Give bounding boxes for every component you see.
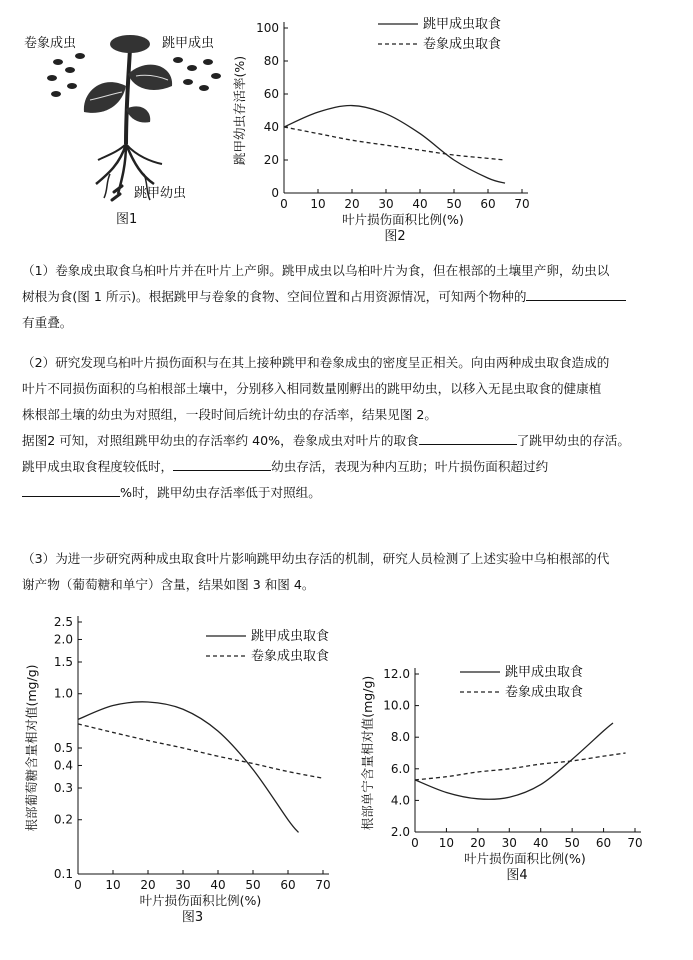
- blank-4[interactable]: [22, 482, 120, 497]
- y-tick-label: 0.1: [53, 867, 73, 881]
- y-tick-label: 60: [263, 87, 279, 101]
- x-tick-label: 60: [280, 878, 296, 892]
- q2-line-5-text-b: 幼虫存活，表现为种内互助；叶片损伤面积超过约: [271, 459, 549, 474]
- x-tick-label: 20: [470, 836, 486, 850]
- y-tick-label: 10.0: [383, 698, 410, 713]
- x-tick-label: 50: [564, 836, 580, 850]
- legend-label-2: 卷象成虫取食: [251, 649, 330, 664]
- figure-caption: 图4: [506, 868, 528, 883]
- figure-1-caption: 图1: [116, 212, 138, 227]
- x-tick-label: 10: [105, 878, 121, 892]
- y-tick-label: 0: [271, 186, 279, 200]
- x-axis-label: 叶片损伤面积比例(%): [464, 851, 586, 866]
- y-axis-label: 跳甲幼虫存活率(%): [232, 55, 247, 166]
- y-tick-label: 12.0: [383, 667, 410, 681]
- x-tick-label: 10: [310, 197, 326, 211]
- y-tick-label: 6.0: [390, 761, 410, 776]
- q2-line-6-text: %时，跳甲幼虫存活率低于对照组。: [120, 485, 321, 500]
- x-tick-label: 70: [315, 878, 331, 892]
- x-tick-label: 20: [344, 197, 360, 211]
- x-tick-label: 60: [595, 836, 612, 850]
- legend-label-2: 卷象成虫取食: [505, 685, 584, 700]
- series-line-1: [415, 723, 613, 799]
- q1-line-3: 有重叠。: [22, 315, 73, 330]
- legend-label-1: 跳甲成虫取食: [505, 665, 584, 680]
- x-axis-label: 叶片损伤面积比例(%): [342, 212, 464, 227]
- x-tick-label: 40: [533, 836, 549, 850]
- x-tick-label: 30: [175, 878, 191, 892]
- question-3: [22, 546, 677, 598]
- label-larva: 跳甲幼虫: [134, 186, 187, 201]
- q1-line-2-text: 树根为食(图 1 所示)。根据跳甲与卷象的食物、空间位置和占用资源情况，可知两个物种的: [22, 289, 527, 304]
- q1-line-1: （1）卷象成虫取食乌桕叶片并在叶片上产卵。跳甲成虫以乌桕叶片为食，但在根部的土壤里产卵，幼虫以: [22, 263, 610, 278]
- y-tick-label: 2.5: [53, 615, 73, 629]
- series-line-1: [78, 702, 299, 833]
- q2-line-4-text-b: 了跳甲幼虫的存活。: [516, 433, 630, 448]
- figure-4-chart: [360, 650, 685, 900]
- y-axis-label: 根部葡萄糖含量相对值(mg/g): [24, 664, 39, 832]
- y-tick-label: 0.2: [53, 812, 73, 827]
- y-tick-label: 0.4: [53, 758, 73, 773]
- y-tick-label: 20: [263, 153, 279, 167]
- q2-line-2: 叶片不同损伤面积的乌桕根部土壤中，分别移入相同数量刚孵出的跳甲幼虫，以移入无昆虫取食的健康植: [22, 381, 602, 396]
- y-axis-label: 根部单宁含量相对值(mg/g): [360, 675, 375, 831]
- y-tick-label: 1.5: [53, 654, 73, 669]
- figure-caption: 图3: [181, 910, 204, 925]
- y-tick-label: 40: [263, 120, 279, 134]
- x-tick-label: 20: [140, 878, 156, 892]
- label-juanxiang: 卷象成虫: [24, 36, 77, 51]
- y-tick-label: 0.3: [53, 780, 73, 795]
- y-tick-label: 2.0: [53, 632, 73, 647]
- q2-line-1: （2）研究发现乌桕叶片损伤面积与在其上接种跳甲和卷象成虫的密度呈正相关。向由两种成虫取食造成的: [22, 355, 610, 370]
- y-tick-label: 1.0: [53, 686, 73, 701]
- q2-line-3: 株根部土壤的幼虫为对照组，一段时间后统计幼虫的存活率，结果见图 2。: [22, 407, 438, 422]
- y-tick-label: 100: [256, 21, 279, 35]
- x-tick-label: 0: [280, 197, 288, 211]
- legend-label-1: 跳甲成虫取食: [423, 17, 502, 32]
- figure-2-chart: [230, 10, 530, 250]
- series-line-2: [78, 724, 323, 778]
- figure-caption: 图2: [384, 229, 406, 244]
- question-2: [22, 350, 677, 506]
- blank-3[interactable]: [173, 456, 271, 471]
- x-tick-label: 60: [480, 197, 496, 211]
- q1-line-2: [22, 284, 677, 310]
- x-tick-label: 50: [446, 197, 462, 211]
- x-tick-label: 40: [210, 878, 226, 892]
- figure-3-chart: [20, 600, 360, 955]
- q2-line-4: [22, 428, 677, 454]
- y-tick-label: 0.5: [53, 741, 73, 755]
- x-tick-label: 70: [514, 197, 530, 211]
- x-tick-label: 0: [74, 878, 82, 892]
- legend-label-2: 卷象成虫取食: [423, 37, 502, 52]
- x-tick-label: 70: [627, 836, 643, 850]
- q2-line-5: [22, 454, 677, 480]
- question-1: [22, 258, 677, 336]
- figure-1: [22, 14, 237, 229]
- q2-line-5-text-a: 跳甲成虫取食程度较低时，: [22, 459, 174, 474]
- y-tick-label: 8.0: [390, 730, 410, 745]
- x-axis-label: 叶片损伤面积比例(%): [139, 893, 262, 908]
- y-tick-label: 2.0: [390, 825, 410, 839]
- label-tiaojia: 跳甲成虫: [162, 36, 215, 51]
- series-line-2: [284, 127, 505, 160]
- blank-1[interactable]: [526, 286, 626, 301]
- legend-label-1: 跳甲成虫取食: [251, 629, 330, 644]
- series-line-2: [415, 753, 626, 780]
- q2-line-6: [22, 480, 677, 506]
- q3-line-1: （3）为进一步研究两种成虫取食叶片影响跳甲幼虫存活的机制，研究人员检测了上述实验中乌桕根部的代: [22, 551, 610, 566]
- x-tick-label: 30: [501, 836, 517, 850]
- series-line-1: [284, 106, 505, 184]
- x-tick-label: 40: [412, 197, 428, 211]
- x-tick-label: 0: [411, 836, 419, 850]
- y-tick-label: 4.0: [390, 793, 410, 808]
- y-tick-label: 80: [263, 54, 279, 68]
- q3-line-2: 谢产物（葡萄糖和单宁）含量，结果如图 3 和图 4。: [22, 577, 315, 592]
- x-tick-label: 30: [378, 197, 394, 211]
- blank-2[interactable]: [419, 430, 517, 445]
- x-tick-label: 50: [245, 878, 261, 892]
- q2-line-4-text-a: 据图2 可知，对照组跳甲幼虫的存活率约 40%，卷象成虫对叶片的取食: [22, 433, 419, 448]
- x-tick-label: 10: [438, 836, 455, 850]
